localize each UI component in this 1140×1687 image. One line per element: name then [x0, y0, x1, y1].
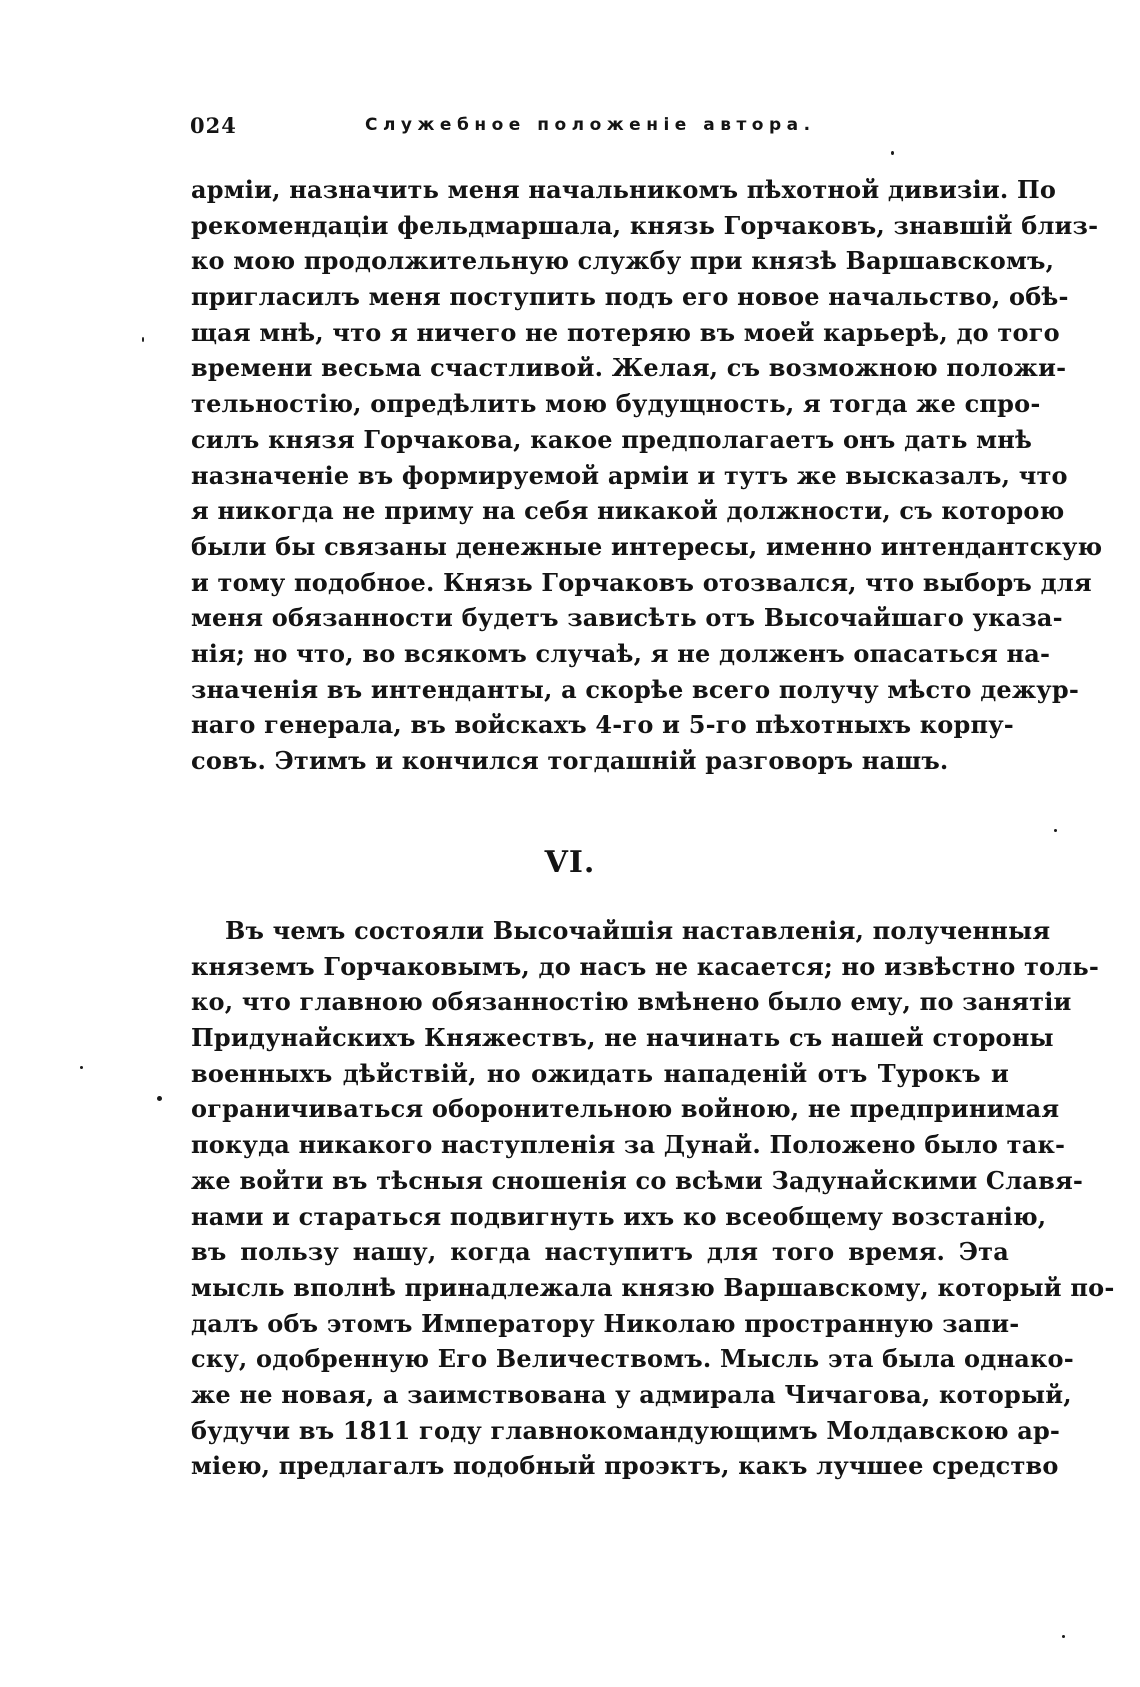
text-line: арміи, назначить меня начальникомъ пѣхотной дивизіи. По — [191, 175, 1057, 204]
scan-speck — [1062, 1635, 1065, 1638]
scan-speck — [1054, 829, 1057, 832]
text-line: міею, предлагалъ подобный проэктъ, какъ лучшее средство — [191, 1451, 1059, 1481]
text-line: же не новая, а заимствована у адмирала Чичагова, который, — [191, 1379, 1072, 1409]
text-line: Въ чемъ состояли Высочайшія наставленія, полученныя — [225, 916, 1051, 945]
text-line: и тому подобное. Князь Горчаковъ отозвался, что выборъ для — [191, 567, 1092, 597]
paragraph — [191, 913, 1115, 1484]
scan-speck — [157, 1096, 162, 1101]
section-heading: VI. — [544, 845, 596, 880]
text-line: нія; но что, во всякомъ случаѣ, я не долженъ опасаться на- — [191, 638, 1051, 668]
text-line: наго генерала, въ войскахъ 4-го и 5-го пѣхотныхъ корпу- — [191, 710, 1014, 740]
text-line: покуда никакого наступленія за Дунай. Положено было так- — [191, 1130, 1066, 1160]
text-line: далъ объ этомъ Императору Николаю пространную запи- — [191, 1308, 1020, 1338]
scan-speck — [80, 1066, 83, 1069]
text-line: ко мою продолжительную службу при князѣ Варшавскомъ, — [191, 246, 1055, 276]
paragraph-continued — [191, 172, 1103, 779]
text-line: силъ князя Горчакова, какое предполагаетъ онъ дать мнѣ — [191, 424, 1033, 454]
text-line: значенія въ интенданты, а скорѣе всего получу мѣсто дежур- — [191, 674, 1079, 704]
text-line: будучи въ 1811 году главнокомандующимъ Молдавскою ар- — [191, 1415, 1061, 1445]
text-line: тельностію, опредѣлить мою будущность, я тогда же спро- — [191, 389, 1041, 419]
scan-speck — [891, 151, 894, 155]
text-line: пригласилъ меня поступить подъ его новое начальство, обѣ- — [191, 282, 1069, 312]
text-line: я никогда не приму на себя никакой должности, съ которою — [191, 496, 1065, 526]
text-line: рекомендаціи фельдмаршала, князь Горчаковъ, знавшій близ- — [191, 210, 1099, 240]
text-line: мысль вполнѣ принадлежала князю Варшавскому, который по- — [191, 1272, 1115, 1302]
text-line: меня обязанности будетъ зависѣть отъ Высочайшаго указа- — [191, 603, 1063, 633]
running-title: Служебное положеніе автора. — [365, 115, 816, 135]
page-number: 024 — [190, 113, 237, 138]
text-line: ску, одобренную Его Величествомъ. Мысль эта была однако- — [191, 1344, 1074, 1374]
text-line: княземъ Горчаковымъ, до насъ не касается; но извѣстно толь- — [191, 951, 1100, 981]
scan-speck — [142, 337, 144, 342]
page-header — [190, 113, 1010, 143]
text-line: Придунайскихъ Княжествъ, не начинать съ нашей стороны — [191, 1023, 1054, 1053]
text-line: военныхъ дѣйствій, но ожидать нападеній отъ Турокъ и — [191, 1058, 1009, 1088]
text-line: времени весьма счастливой. Желая, съ возможною положи- — [191, 353, 1067, 383]
text-line: же войти въ тѣсныя сношенія со всѣми Задунайскими Славя- — [191, 1165, 1084, 1195]
text-line: назначеніе въ формируемой арміи и тутъ же высказалъ, что — [191, 460, 1068, 490]
text-line: щая мнѣ, что я ничего не потеряю въ моей карьерѣ, до того — [191, 317, 1060, 347]
text-line: нами и стараться подвигнуть ихъ ко всеобщему возстанію, — [191, 1201, 1047, 1231]
text-line: ко, что главною обязанностію вмѣнено было ему, по занятіи — [191, 987, 1072, 1017]
text-line: были бы связаны денежные интересы, именно интендантскую — [191, 531, 1103, 561]
text-line: ограничиваться оборонительною войною, не предпринимая — [191, 1094, 1060, 1124]
text-line: въ пользу нашу, когда наступитъ для того время. Эта — [191, 1237, 1009, 1267]
text-line: совъ. Этимъ и кончился тогдашній разговоръ нашъ. — [191, 746, 949, 775]
